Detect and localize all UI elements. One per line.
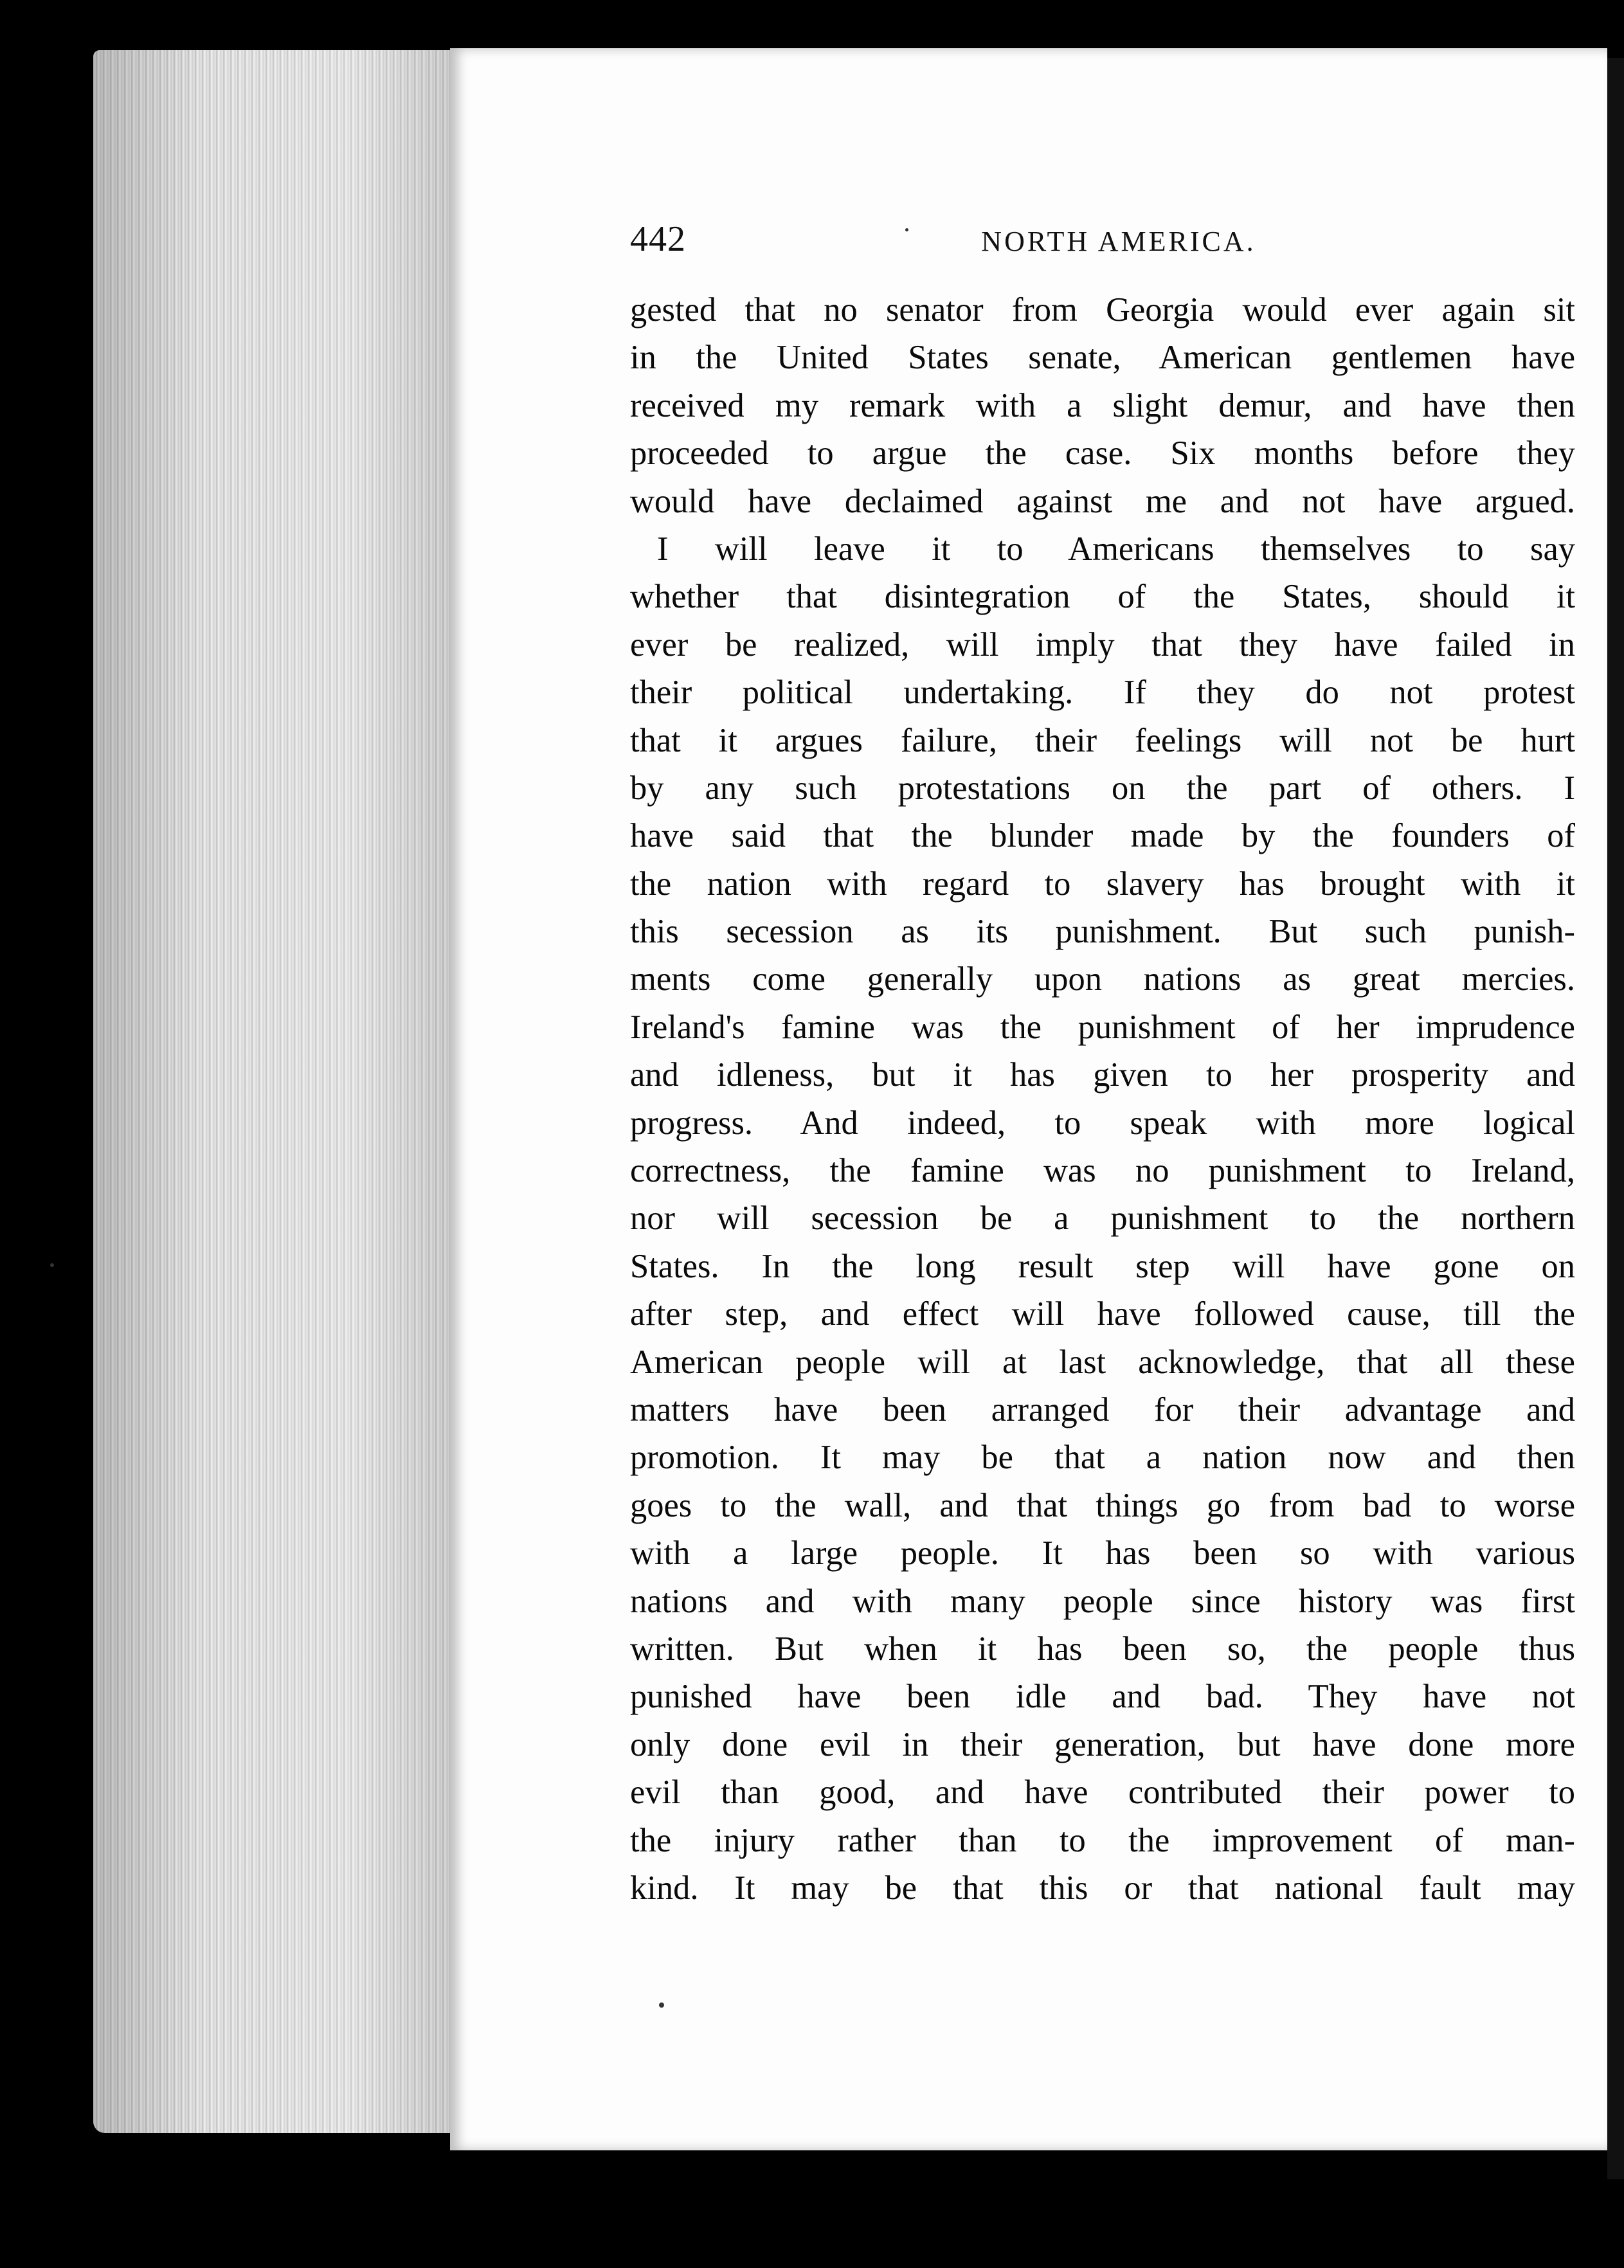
- text-line: would have declaimed against me and not have argued.: [630, 482, 1575, 520]
- text-line: progress. And indeed, to speak with more logical: [630, 1104, 1575, 1142]
- text-line: have said that the blunder made by the founders of: [630, 817, 1575, 855]
- text-line: kind. It may be that this or that national fault may: [630, 1869, 1575, 1907]
- text-line: promotion. It may be that a nation now and then: [630, 1439, 1575, 1477]
- text-line: American people will at last acknowledge, that all these: [630, 1343, 1575, 1381]
- text-line: written. But when it has been so, the people thus: [630, 1630, 1575, 1668]
- text-line: this secession as its punishment. But such punish-: [630, 913, 1575, 951]
- ink-speck: [659, 2003, 664, 2008]
- text-line: evil than good, and have contributed their power to: [630, 1774, 1575, 1812]
- text-line: their political undertaking. If they do not protest: [630, 674, 1575, 712]
- text-line: goes to the wall, and that things go from bad to worse: [630, 1486, 1575, 1524]
- ink-speck: [905, 228, 908, 231]
- text-line: whether that disintegration of the States, should it: [630, 578, 1575, 616]
- text-line: I will leave it to Americans themselves to say: [657, 530, 1575, 568]
- text-line: and idleness, but it has given to her prosperity and: [630, 1056, 1575, 1094]
- text-line: Ireland's famine was the punishment of her imprudence: [630, 1008, 1575, 1046]
- text-line: matters have been arranged for their advantage and: [630, 1390, 1575, 1428]
- running-head: [630, 219, 1569, 264]
- text-line: the nation with regard to slavery has brought with it: [630, 865, 1575, 903]
- text-line: correctness, the famine was no punishment to Ireland,: [630, 1152, 1575, 1190]
- ink-speck: [50, 1263, 54, 1267]
- text-line: States. In the long result step will have gone on: [630, 1247, 1575, 1285]
- page-number: 442: [630, 219, 686, 259]
- text-line: the injury rather than to the improvement of man-: [630, 1821, 1575, 1859]
- scan-border: [1607, 58, 1624, 2179]
- running-title: NORTH AMERICA.: [981, 226, 1256, 257]
- text-line: in the United States senate, American gentlemen have: [630, 339, 1575, 377]
- book-edge-shading: [93, 50, 460, 2133]
- text-line: proceeded to argue the case. Six months before they: [630, 435, 1575, 473]
- text-line: ever be realized, will imply that they have failed in: [630, 626, 1575, 663]
- text-line: nations and with many people since history was first: [630, 1582, 1575, 1620]
- text-line: gested that no senator from Georgia would ever again sit: [630, 291, 1575, 328]
- text-line: received my remark with a slight demur, and have then: [630, 386, 1575, 424]
- text-line: that it argues failure, their feelings will not be hurt: [630, 721, 1575, 759]
- text-line: punished have been idle and bad. They have not: [630, 1678, 1575, 1716]
- text-line: only done evil in their generation, but have done more: [630, 1725, 1575, 1763]
- text-line: by any such protestations on the part of others. I: [630, 769, 1575, 807]
- text-line: with a large people. It has been so with various: [630, 1534, 1575, 1572]
- body-text: [630, 286, 1575, 1912]
- text-line: after step, and effect will have followed cause, till the: [630, 1295, 1575, 1333]
- text-line: ments come generally upon nations as great mercies.: [630, 960, 1575, 998]
- text-line: nor will secession be a punishment to the northern: [630, 1200, 1575, 1238]
